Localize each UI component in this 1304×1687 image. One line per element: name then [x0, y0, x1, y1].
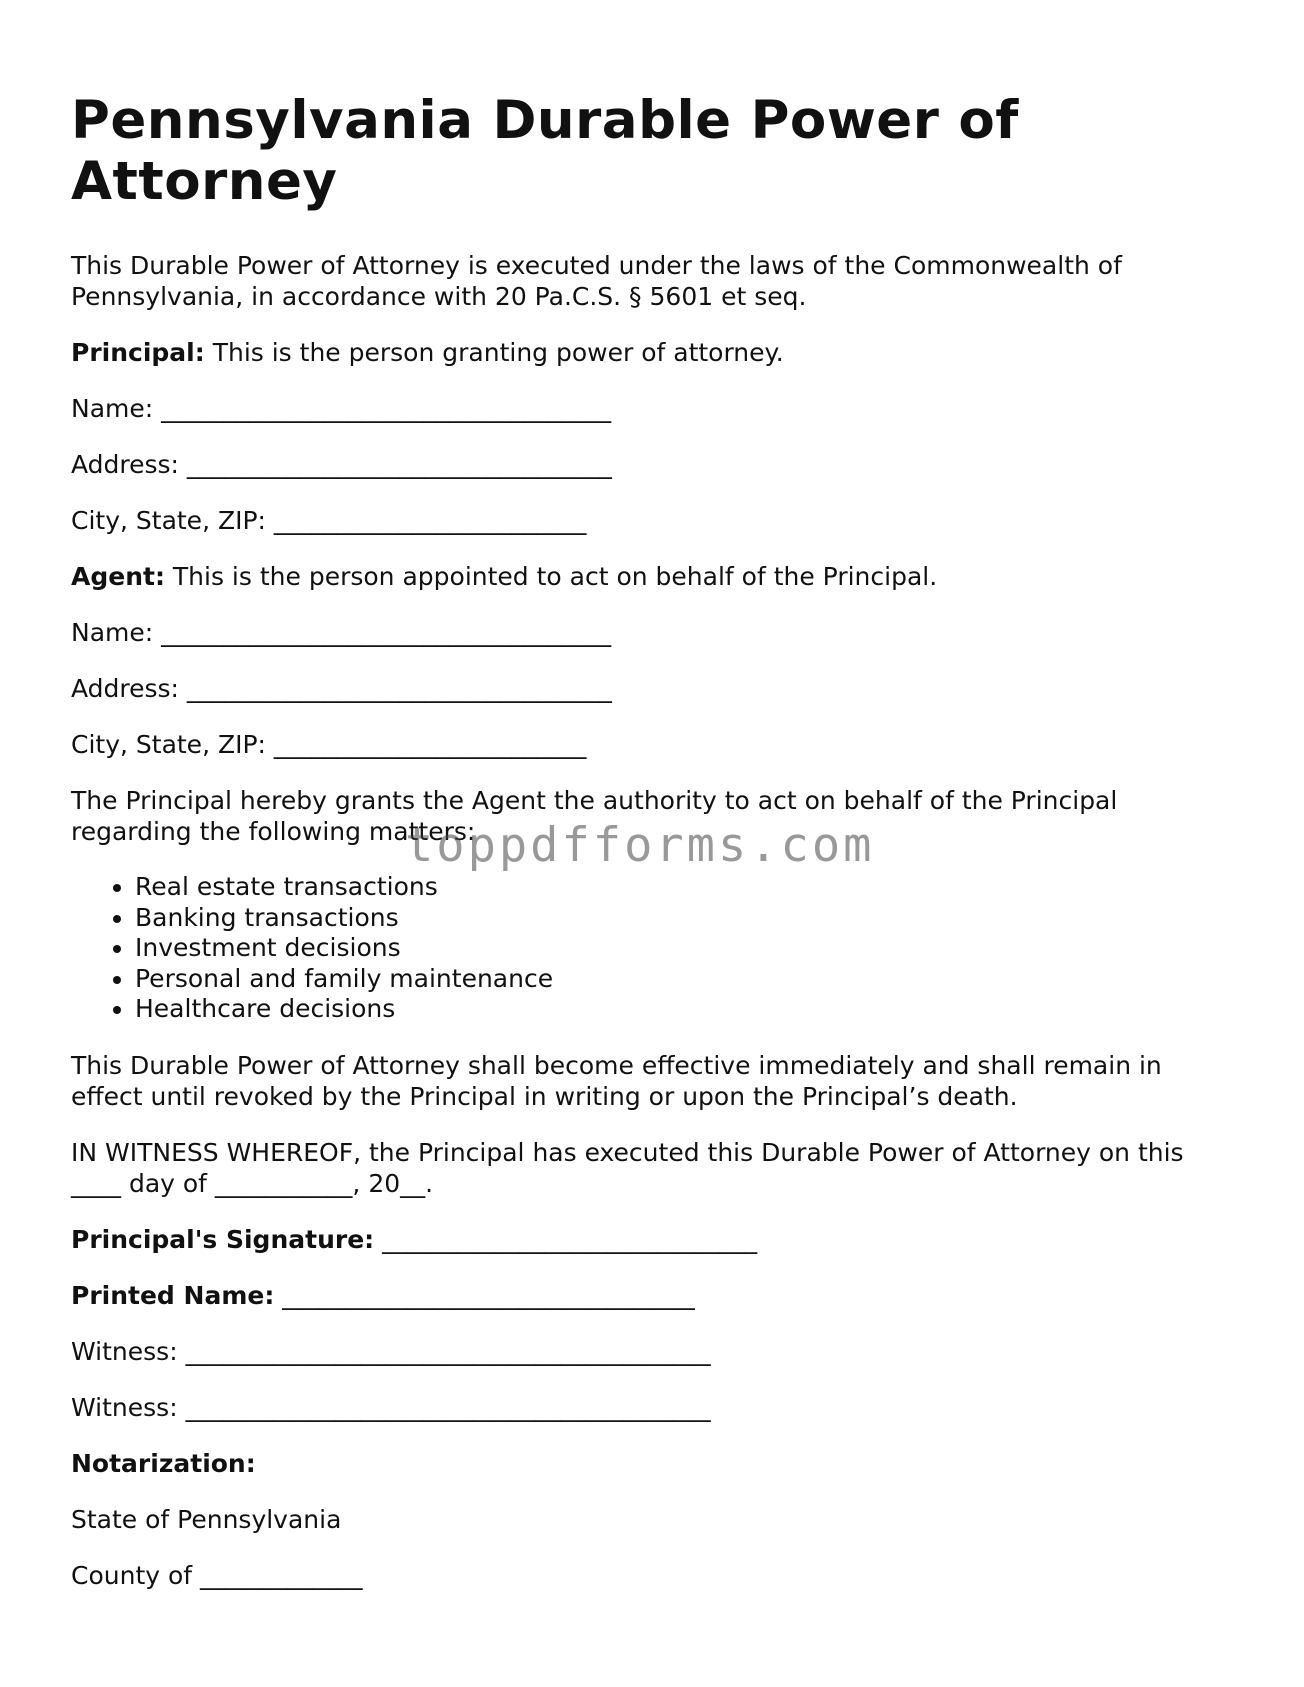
list-item: • Personal and family maintenance	[135, 964, 1231, 995]
witness-field-2: Witness: __________________________________________	[71, 1392, 711, 1422]
printed-name-line: _________________________________	[274, 1280, 695, 1310]
agent-city-field: City, State, ZIP: _________________________	[71, 730, 587, 759]
document-title: Pennsylvania Durable Power of Attorney	[71, 90, 1019, 212]
witness-paragraph: IN WITNESS WHEREOF, the Principal has executed this Durable Power of Attorney on this ____ day of ___________, 20__.	[71, 1137, 1184, 1198]
effective-paragraph: This Durable Power of Attorney shall become effective immediately and shall remain in effect until revoked by the Principal in writing or upon the Principal’s death.	[71, 1050, 1162, 1111]
watermark: toppdfforms.com	[405, 818, 875, 873]
agent-description: This is the person appointed to act on behalf of the Principal.	[164, 562, 938, 591]
principal-city-field: City, State, ZIP: _________________________	[71, 506, 587, 535]
list-item: • Investment decisions	[135, 933, 1231, 964]
notarization-county: County of _____________	[71, 1560, 363, 1590]
intro-paragraph: This Durable Power of Attorney is executed under the laws of the Commonwealth of Pennsylvania, in accordance with 20 Pa.C.S. § 5601 et seq.	[71, 251, 1122, 311]
grant-paragraph: The Principal hereby grants the Agent the authority to act on behalf of the Principal regarding the following matters:	[71, 786, 1118, 846]
principal-name-field: Name: ____________________________________	[71, 394, 612, 423]
agent-heading: Agent:	[71, 562, 165, 591]
principal-signature-label: Principal's Signature:	[71, 1224, 375, 1254]
principal-section-heading	[71, 337, 1231, 368]
principal-signature-field	[71, 1224, 1231, 1255]
notarization-state: State of Pennsylvania	[71, 1504, 342, 1534]
list-item: • Banking transactions	[135, 903, 1231, 934]
principal-signature-line: ______________________________	[374, 1224, 758, 1254]
agent-name-field: Name: ____________________________________	[71, 618, 612, 647]
list-item: • Real estate transactions	[135, 872, 1231, 903]
agent-address-field: Address: __________________________________	[71, 674, 612, 703]
list-item: • Healthcare decisions	[135, 994, 1231, 1025]
principal-heading: Principal:	[71, 338, 205, 367]
notarization-heading: Notarization:	[71, 1448, 256, 1478]
witness-field-1: Witness: __________________________________________	[71, 1336, 711, 1366]
matters-list	[71, 872, 1231, 1025]
printed-name-field	[71, 1280, 1231, 1311]
principal-address-field: Address: __________________________________	[71, 450, 612, 479]
agent-section-heading	[71, 561, 1231, 592]
printed-name-label: Printed Name:	[71, 1280, 275, 1310]
principal-description: This is the person granting power of attorney.	[204, 338, 784, 367]
